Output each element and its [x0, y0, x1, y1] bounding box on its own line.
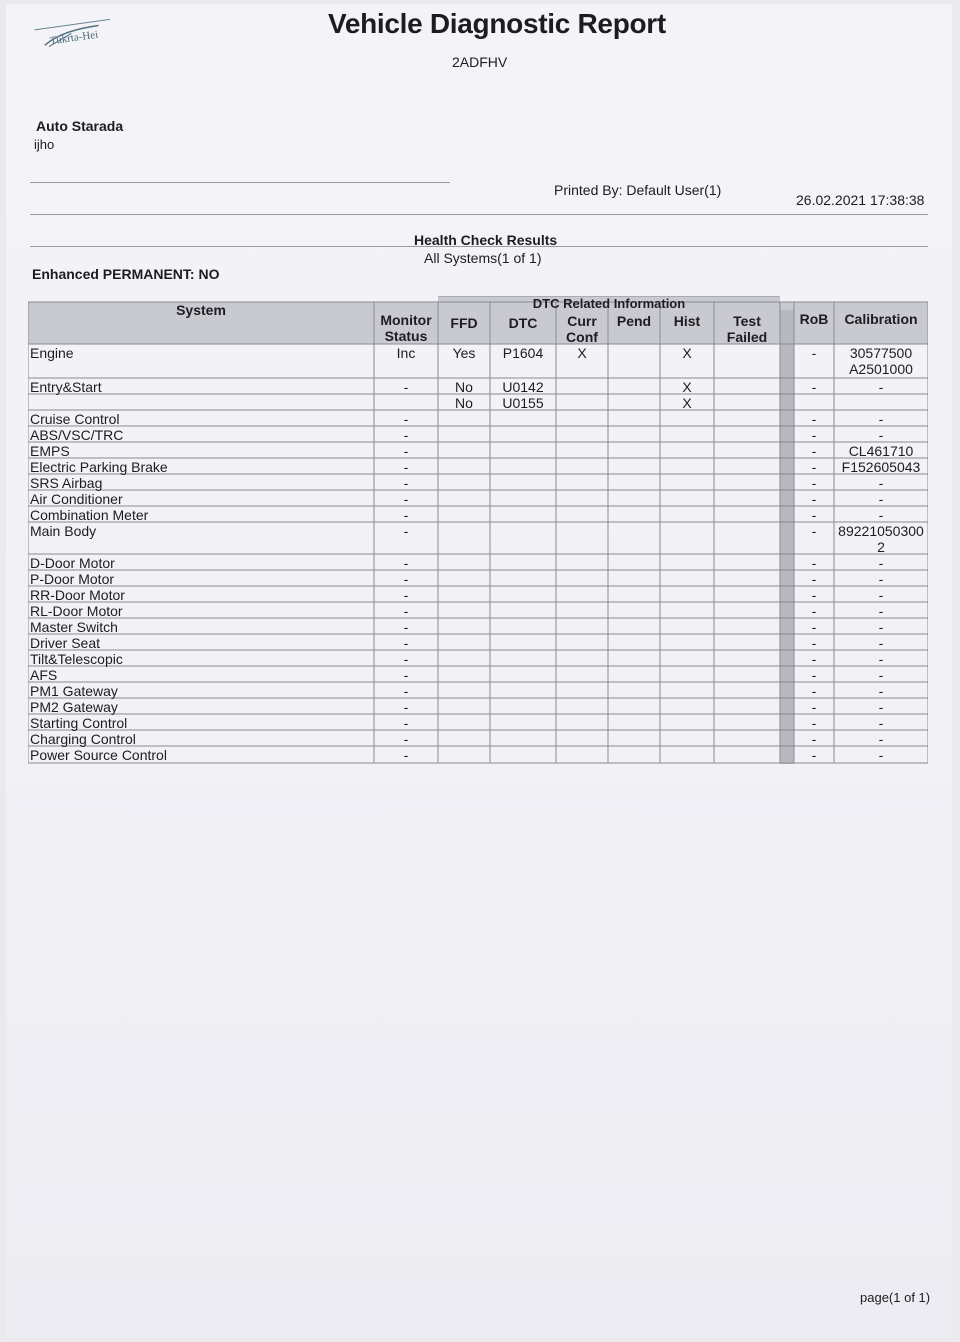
shop-name: Auto Starada — [36, 118, 124, 134]
system-name: RL-Door Motor — [30, 603, 123, 619]
col-header-hist: Hist — [673, 313, 701, 329]
system-name: Power Source Control — [30, 747, 167, 763]
cell-calibration: - — [878, 427, 884, 443]
cell-monitor: Inc — [396, 345, 416, 361]
report-code: 2ADFHV — [452, 54, 508, 70]
system-name: Electric Parking Brake — [30, 459, 168, 475]
col-header-monitor-line1: Monitor — [380, 312, 432, 328]
system-name: PM1 Gateway — [30, 683, 118, 699]
cell-rob: - — [811, 651, 817, 667]
cell-calibration: - — [878, 747, 884, 763]
page-number: page(1 of 1) — [860, 1290, 931, 1305]
system-name: Charging Control — [30, 731, 136, 747]
cell-rob: - — [811, 491, 817, 507]
cell-calibration: CL461710 — [848, 443, 914, 459]
system-name: Entry&Start — [30, 379, 102, 395]
system-name: Air Conditioner — [30, 491, 123, 507]
cell-calibration: 89221050300 — [838, 523, 924, 539]
cell-monitor: - — [403, 427, 409, 443]
cell-monitor: - — [403, 411, 409, 427]
logo-stroke-icon — [41, 23, 103, 49]
cell-calibration: - — [878, 603, 884, 619]
system-name: Tilt&Telescopic — [30, 651, 123, 667]
col-header-failed: Failed — [726, 329, 768, 345]
system-name: Combination Meter — [30, 507, 149, 523]
col-header-ffd: FFD — [450, 315, 478, 331]
cell-calibration: - — [878, 475, 884, 491]
system-name: D-Door Motor — [30, 555, 115, 571]
col-header-curr: Curr — [567, 313, 597, 329]
cell-calibration: - — [878, 619, 884, 635]
cell-rob: - — [811, 571, 817, 587]
system-name: AFS — [30, 667, 58, 683]
section-title: Health Check Results — [414, 232, 558, 248]
printed-by: Printed By: Default User(1) — [554, 182, 722, 198]
health-check-table — [28, 296, 928, 766]
system-name: EMPS — [30, 443, 70, 459]
cell-dtc: P1604 — [502, 345, 544, 361]
cell-rob: - — [811, 507, 817, 523]
cell-rob: - — [811, 635, 817, 651]
cell-rob: - — [811, 603, 817, 619]
divider — [30, 182, 450, 183]
enhanced-permanent-status: Enhanced PERMANENT: NO — [32, 266, 220, 282]
col-header-dtc-group: DTC Related Information — [532, 296, 686, 311]
cell-calibration: 2 — [877, 539, 885, 555]
cell-calibration: - — [878, 667, 884, 683]
cell-dtc: U0142 — [502, 379, 544, 395]
system-name: P-Door Motor — [30, 571, 115, 587]
section-subtitle: All Systems(1 of 1) — [424, 250, 542, 266]
cell-monitor: - — [403, 491, 409, 507]
cell-rob: - — [811, 619, 817, 635]
cell-rob: - — [811, 731, 817, 747]
system-name: Starting Control — [30, 715, 128, 731]
cell-curr: X — [577, 345, 587, 361]
dealer-logo — [34, 19, 113, 56]
cell-monitor: - — [403, 699, 409, 715]
cell-monitor: - — [403, 379, 409, 395]
cell-rob: - — [811, 379, 817, 395]
cell-calibration: - — [878, 635, 884, 651]
cell-rob: - — [811, 411, 817, 427]
cell-monitor: - — [403, 459, 409, 475]
cell-monitor: - — [403, 651, 409, 667]
cell-calibration: 30577500 — [849, 345, 913, 361]
cell-rob: - — [811, 699, 817, 715]
cell-calibration: - — [878, 715, 884, 731]
cell-rob: - — [811, 715, 817, 731]
cell-ffd: No — [455, 395, 473, 411]
col-header-calibration: Calibration — [844, 311, 918, 327]
cell-monitor: - — [403, 683, 409, 699]
cell-monitor: - — [403, 603, 409, 619]
cell-monitor: - — [403, 635, 409, 651]
cell-calibration: - — [878, 571, 884, 587]
shop-code: ijho — [34, 137, 55, 152]
cell-hist: X — [682, 395, 692, 411]
cell-ffd: No — [455, 379, 473, 395]
cell-monitor: - — [403, 555, 409, 571]
system-name: SRS Airbag — [30, 475, 103, 491]
cell-rob: - — [811, 667, 817, 683]
cell-monitor: - — [403, 475, 409, 491]
cell-calibration: - — [878, 683, 884, 699]
cell-monitor: - — [403, 731, 409, 747]
cell-monitor: - — [403, 619, 409, 635]
cell-calibration: - — [878, 731, 884, 747]
system-name: PM2 Gateway — [30, 699, 118, 715]
cell-monitor: - — [403, 747, 409, 763]
cell-calibration: - — [878, 491, 884, 507]
system-name: Engine — [30, 345, 74, 361]
cell-ffd: Yes — [452, 345, 476, 361]
col-header-monitor-line2: Status — [384, 328, 428, 344]
cell-monitor: - — [403, 571, 409, 587]
cell-rob: - — [811, 427, 817, 443]
cell-rob: - — [811, 683, 817, 699]
cell-monitor: - — [403, 523, 409, 539]
col-header-conf: Conf — [566, 329, 598, 345]
cell-rob: - — [811, 523, 817, 539]
cell-monitor: - — [403, 443, 409, 459]
cell-rob: - — [811, 475, 817, 491]
cell-monitor: - — [403, 587, 409, 603]
report-title: Vehicle Diagnostic Report — [328, 8, 666, 39]
system-name: Cruise Control — [30, 411, 120, 427]
cell-calibration: - — [878, 507, 884, 523]
col-header-rob: RoB — [799, 311, 829, 327]
cell-monitor: - — [403, 667, 409, 683]
divider — [30, 214, 928, 215]
col-header-test: Test — [733, 313, 761, 329]
cell-rob: - — [811, 555, 817, 571]
cell-calibration: - — [878, 411, 884, 427]
system-name: Master Switch — [30, 619, 118, 635]
cell-monitor: - — [403, 507, 409, 523]
logo-text: Tukrta-Hei — [49, 28, 99, 48]
cell-calibration: - — [878, 699, 884, 715]
cell-rob: - — [811, 587, 817, 603]
system-name: RR-Door Motor — [30, 587, 125, 603]
cell-calibration: - — [878, 587, 884, 603]
cell-calibration: - — [878, 555, 884, 571]
col-header-pend: Pend — [616, 313, 652, 329]
cell-dtc: U0155 — [502, 395, 544, 411]
cell-calibration: A2501000 — [849, 361, 913, 377]
system-name: Main Body — [30, 523, 97, 539]
cell-rob: - — [811, 443, 817, 459]
cell-calibration: - — [878, 379, 884, 395]
print-datetime: 26.02.2021 17:38:38 — [796, 192, 925, 208]
cell-calibration: F152605043 — [841, 459, 921, 475]
cell-rob: - — [811, 459, 817, 475]
system-name: ABS/VSC/TRC — [30, 427, 124, 443]
col-header-dtc: DTC — [508, 315, 538, 331]
system-name: Driver Seat — [30, 635, 101, 651]
cell-calibration: - — [878, 651, 884, 667]
cell-rob: - — [811, 345, 817, 361]
cell-hist: X — [682, 345, 692, 361]
cell-monitor: - — [403, 715, 409, 731]
cell-hist: X — [682, 379, 692, 395]
col-header-system: System — [176, 302, 226, 318]
cell-rob: - — [811, 747, 817, 763]
